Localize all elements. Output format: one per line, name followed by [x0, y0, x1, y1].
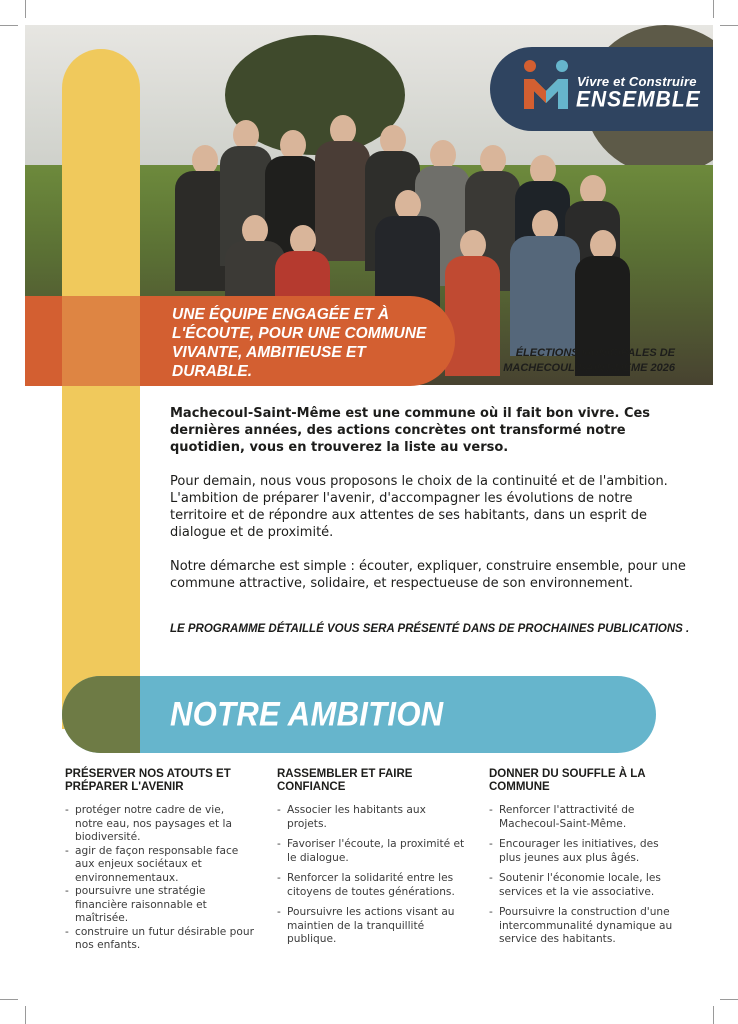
ambition-column-3: [489, 768, 679, 954]
list-item: - Favoriser l'écoute, la proximité et le dialogue.: [277, 838, 467, 865]
list-item: - Poursuivre les actions visant au maintien de la tranquillité publique.: [277, 906, 467, 947]
logo-text-bottom: ENSEMBLE: [576, 87, 701, 112]
column-list: [277, 804, 467, 947]
logo-mark-icon: [520, 57, 572, 115]
column-list: [65, 804, 255, 953]
column-heading: DONNER DU SOUFFLE À LA COMMUNE: [489, 768, 646, 793]
intro-text: [170, 405, 690, 609]
list-item: - Encourager les initiatives, des plus jeunes aux plus âgés.: [489, 838, 679, 865]
yellow-band: [62, 49, 140, 729]
elections-label: [470, 346, 675, 376]
list-item: - Soutenir l'économie locale, les services et la vie associative.: [489, 872, 679, 899]
list-item: - Poursuivre la construction d'une intercommunalité dynamique au service des habitants.: [489, 906, 679, 947]
banner-overlap: [62, 296, 140, 386]
elections-line-2: MACHECOUL-SAINT-MÊME 2026: [503, 362, 675, 374]
ambition-column-2: [277, 768, 467, 954]
column-heading: PRÉSERVER NOS ATOUTS ET PRÉPARER L'AVENIR: [65, 768, 231, 793]
program-note: LE PROGRAMME DÉTAILLÉ VOUS SERA PRÉSENTÉ DANS DE PROCHAINES PUBLICATIONS .: [170, 623, 690, 635]
crop-mark: [25, 0, 26, 18]
crop-mark: [0, 25, 18, 26]
list-item: - poursuivre une stratégie financière raisonnable et maîtrisée.: [65, 885, 255, 926]
column-list: [489, 804, 679, 947]
crop-mark: [713, 1006, 714, 1024]
list-item: - Renforcer la solidarité entre les citoyens de toutes générations.: [277, 872, 467, 899]
tagline: UNE ÉQUIPE ENGAGÉE ET À L'ÉCOUTE, POUR UNE COMMUNE VIVANTE, AMBITIEUSE ET DURABLE.: [172, 306, 427, 380]
ambition-bar-accent: [62, 676, 140, 753]
ambition-title: NOTRE AMBITION: [170, 694, 444, 734]
list-item: - agir de façon responsable face aux enjeux sociétaux et environnementaux.: [65, 845, 255, 886]
list-item: - Renforcer l'attractivité de Machecoul-Saint-Même.: [489, 804, 679, 831]
crop-mark: [25, 1006, 26, 1024]
crop-mark: [720, 999, 738, 1000]
list-item: - Associer les habitants aux projets.: [277, 804, 467, 831]
crop-mark: [720, 25, 738, 26]
elections-line-1: ÉLECTIONS MUNICIPALES DE: [515, 347, 675, 359]
intro-lead: Machecoul-Saint-Même est une commune où il fait bon vivre. Ces dernières années, des actions concrètes ont transformé notre quotidien, vous en trouverez la liste au verso.: [170, 406, 651, 455]
crop-mark: [713, 0, 714, 18]
intro-paragraph-3: Notre démarche est simple : écouter, expliquer, construire ensemble, pour une commune attractive, solidaire, et respectueuse de son environnement.: [170, 559, 686, 591]
list-item: - construire un futur désirable pour nos enfants.: [65, 926, 255, 953]
intro-paragraph-2: Pour demain, nous vous proposons le choix de la continuité et de l'ambition. L'ambition de préparer l'avenir, d'accompagner les évolutions de notre territoire et de répondre aux attentes de ses habitants, dans un esprit de dialogue et de proximité.: [170, 474, 668, 540]
column-heading: RASSEMBLER ET FAIRE CONFIANCE: [277, 768, 413, 793]
crop-mark: [0, 999, 18, 1000]
logo-text-top: Vivre et Construire: [577, 74, 697, 89]
list-item: - protéger notre cadre de vie, notre eau, nos paysages et la biodiversité.: [65, 804, 255, 845]
ambition-column-1: [65, 768, 255, 953]
